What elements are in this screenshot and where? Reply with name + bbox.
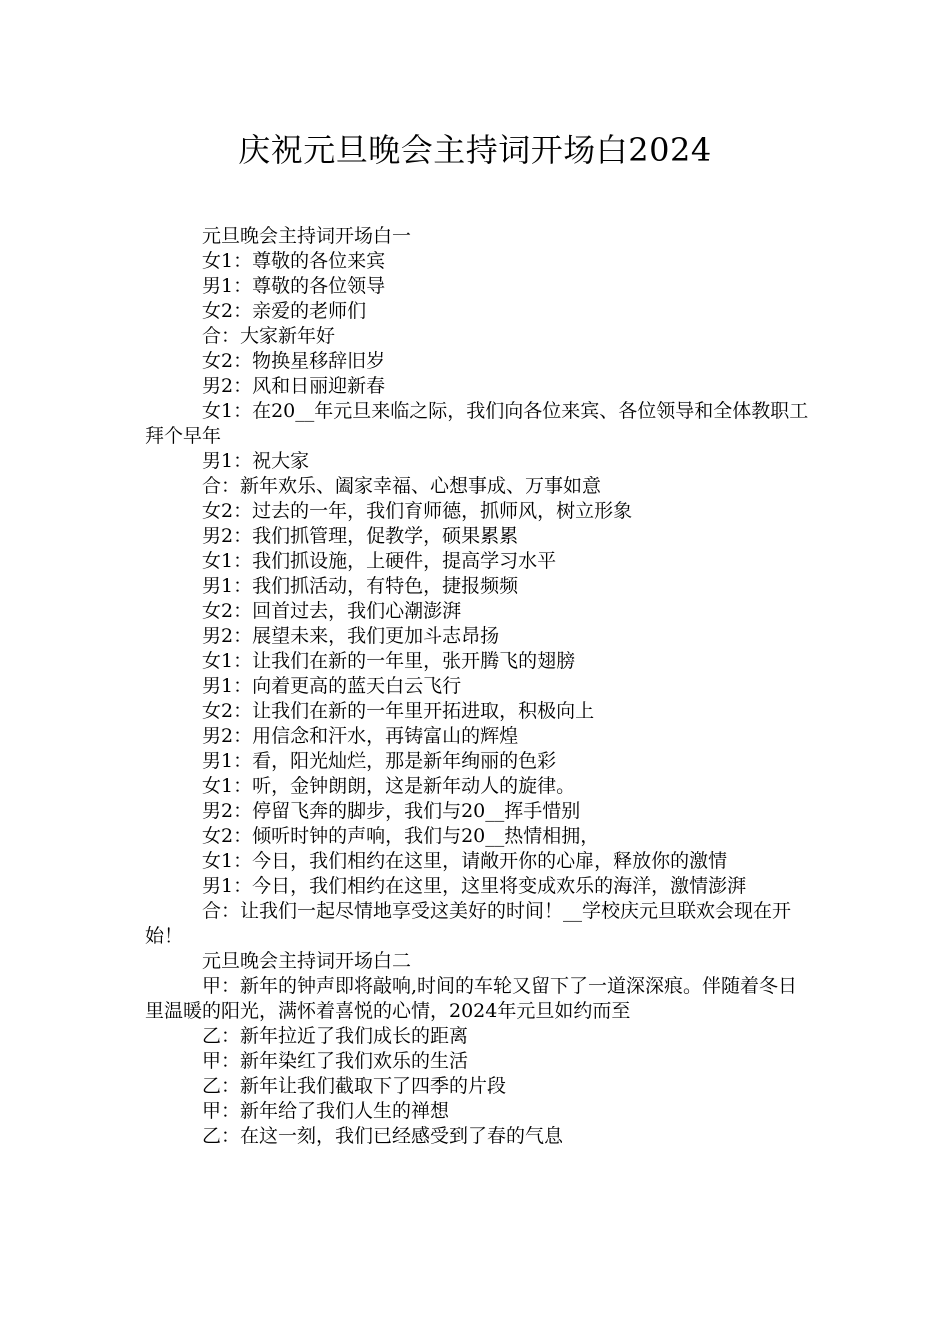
paragraph: 男1：看，阳光灿烂，那是新年绚丽的色彩 [202, 750, 557, 772]
paragraph: 男1：祝大家 [202, 450, 310, 472]
paragraph: 元旦晚会主持词开场白一 [202, 225, 412, 247]
document-body [145, 224, 809, 1149]
paragraph: 女2：亲爱的老师们 [202, 300, 367, 322]
paragraph: 女2：物换星移辞旧岁 [202, 350, 386, 372]
paragraph: 女1：在20__年元旦来临之际，我们向各位来宾、各位领导和全体教职工拜个早年 [145, 400, 809, 447]
paragraph: 合：新年欢乐、阖家幸福、心想事成、万事如意 [202, 475, 602, 497]
paragraph: 男2：风和日丽迎新春 [202, 375, 386, 397]
paragraph: 甲：新年染红了我们欢乐的生活 [202, 1050, 469, 1072]
paragraph: 女1：听，金钟朗朗，这是新年动人的旋律。 [202, 775, 576, 797]
paragraph: 女2：倾听时钟的声响，我们与20__热情相拥， [202, 825, 600, 847]
paragraph: 男2：停留飞奔的脚步，我们与20__挥手惜别 [202, 800, 581, 822]
paragraph: 乙：在这一刻，我们已经感受到了春的气息 [202, 1125, 564, 1147]
paragraph: 女1：让我们在新的一年里，张开腾飞的翅膀 [202, 650, 576, 672]
paragraph: 合：让我们一起尽情地享受这美好的时间！__学校庆元旦联欢会现在开始！ [145, 900, 792, 947]
paragraph: 男2：用信念和汗水，再铸富山的辉煌 [202, 725, 519, 747]
paragraph: 男1：我们抓活动，有特色，捷报频频 [202, 575, 519, 597]
paragraph: 女1：我们抓设施，上硬件，提高学习水平 [202, 550, 557, 572]
paragraph: 乙：新年拉近了我们成长的距离 [202, 1025, 469, 1047]
paragraph: 元旦晚会主持词开场白二 [202, 950, 412, 972]
paragraph: 男1：向着更高的蓝天白云飞行 [202, 675, 462, 697]
paragraph: 男1：今日，我们相约在这里，这里将变成欢乐的海洋，激情澎湃 [202, 875, 747, 897]
paragraph: 甲：新年给了我们人生的禅想 [202, 1100, 450, 1122]
paragraph: 女2：让我们在新的一年里开拓进取，积极向上 [202, 700, 595, 722]
paragraph: 女1：今日，我们相约在这里，请敞开你的心扉，释放你的激情 [202, 850, 728, 872]
paragraph: 甲：新年的钟声即将敲响,时间的车轮又留下了一道深深痕。伴随着冬日里温暖的阳光，满怀着喜悦的心情，2024年元旦如约而至 [145, 975, 798, 1022]
paragraph: 乙：新年让我们截取下了四季的片段 [202, 1075, 507, 1097]
paragraph: 男2：我们抓管理，促教学，硕果累累 [202, 525, 519, 547]
paragraph: 男1：尊敬的各位领导 [202, 275, 386, 297]
paragraph: 合：大家新年好 [202, 325, 336, 347]
document-title: 庆祝元旦晚会主持词开场白2024 [238, 131, 712, 169]
paragraph: 女2：过去的一年，我们育师德，抓师风，树立形象 [202, 500, 633, 522]
paragraph: 男2：展望未来，我们更加斗志昂扬 [202, 625, 500, 647]
paragraph: 女2：回首过去，我们心潮澎湃 [202, 600, 462, 622]
paragraph: 女1：尊敬的各位来宾 [202, 250, 386, 272]
